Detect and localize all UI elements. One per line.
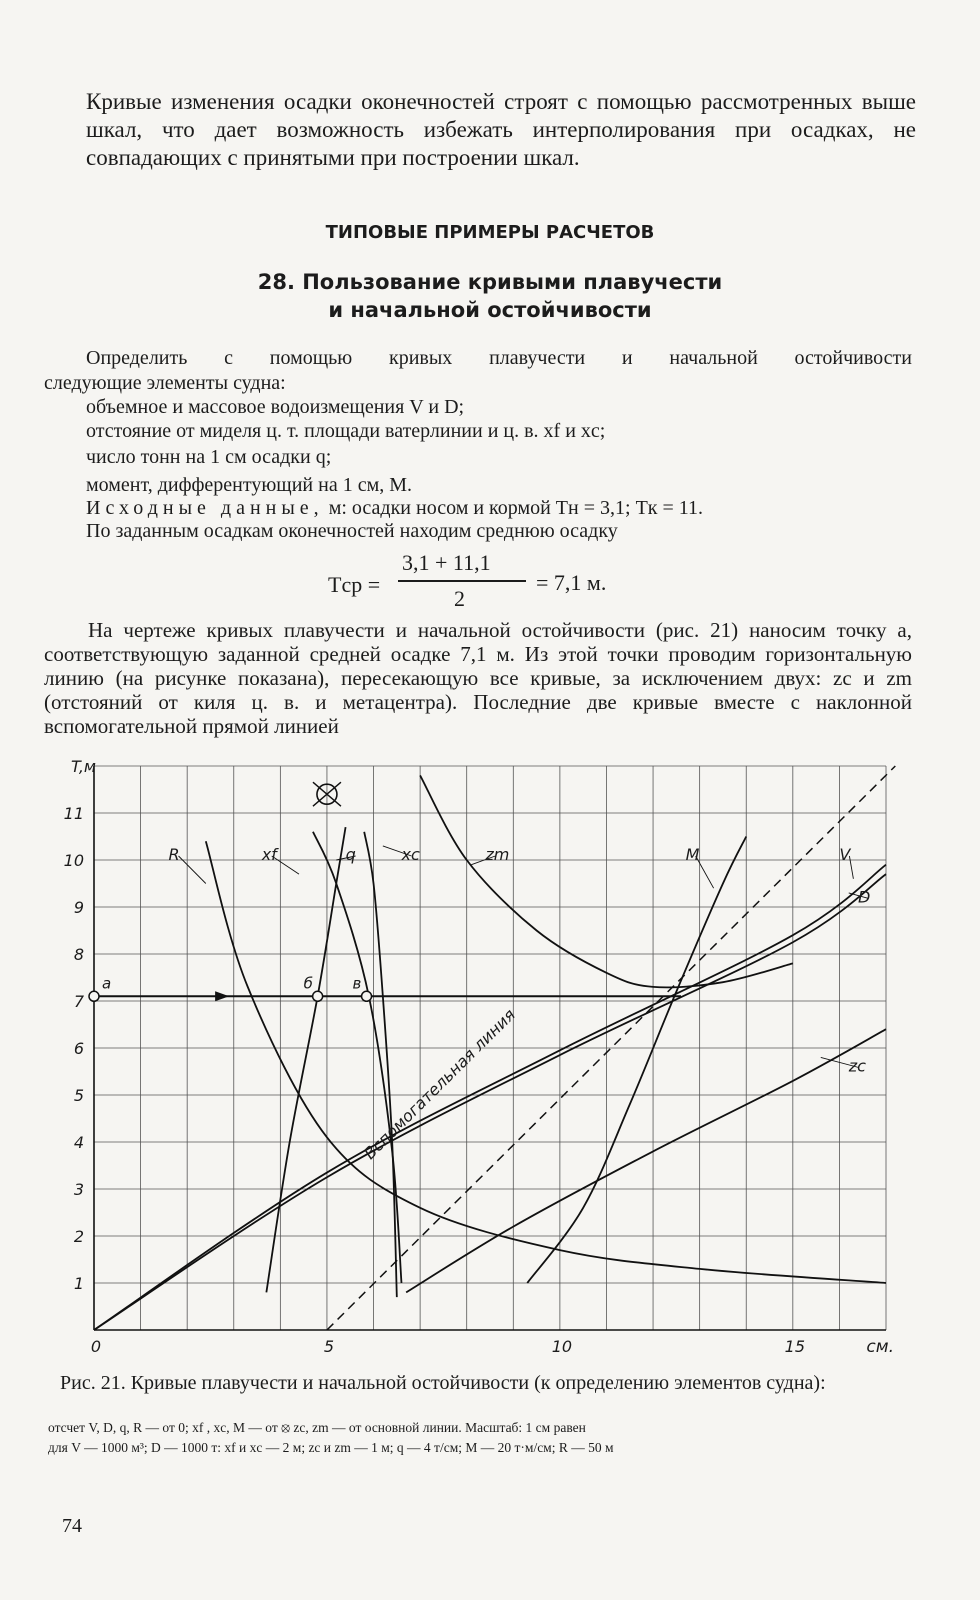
curve-d xyxy=(94,874,886,1330)
formula-lhs: Tср = xyxy=(328,572,381,597)
section-heading: ТИПОВЫЕ ПРИМЕРЫ РАСЧЕТОВ xyxy=(325,222,655,243)
y-tick-label: 5 xyxy=(73,1086,84,1105)
curve-label-v: V xyxy=(839,845,851,864)
task-line-1: Определить с помощью кривых плавучести и начальной остойчивости xyxy=(86,347,912,369)
point-label-a: a xyxy=(102,974,112,993)
formula-rhs: = 7,1 м. xyxy=(536,570,607,595)
intro-paragraph: Кривые изменения осадки оконечностей строят с помощью рассмотренных выше шкал, что дает возможность избежать интерполирования при осадках, не совпадающих с принятыми при построении шкал. xyxy=(86,89,916,170)
item-tons-per-cm: число тонн на 1 см осадки q; xyxy=(86,446,332,468)
y-tick-label: 9 xyxy=(73,898,84,917)
y-tick-label: 8 xyxy=(73,945,84,964)
x-axis-unit: см. xyxy=(866,1337,894,1357)
x-tick-label: 15 xyxy=(784,1337,806,1356)
subsection-title-line-1: 28. Пользование кривыми плавучести xyxy=(257,270,723,294)
curve-label-r: R xyxy=(168,845,180,864)
curve-zc xyxy=(406,1029,886,1292)
figure-note-1: отсчет V, D, q, R — от 0; xf , xc, M — от ⦻ zc, zm — от основной линии. Масштаб: 1 см равен xyxy=(48,1420,586,1435)
figure-note-2: для V — 1000 м³; D — 1000 т: xf и xc — 2 м; zc и zm — 1 м; q — 4 т/см; M — 20 т·м/см; R — 50 м xyxy=(48,1440,614,1455)
initial-data-line xyxy=(86,496,703,520)
point-b xyxy=(313,991,323,1001)
formula-numerator: 3,1 + 11,1 xyxy=(402,550,491,575)
mean-draft-text: По заданным осадкам оконечностей находим среднюю осадку xyxy=(86,520,618,542)
curve-label-xf: xf xyxy=(261,845,277,864)
point-label-v: в xyxy=(352,974,362,993)
curve-label-d: D xyxy=(858,887,871,907)
x-tick-label: 10 xyxy=(551,1337,573,1356)
initial-data-text: м: осадки носом и кормой Tн = 3,1; Tк = 11. xyxy=(328,497,704,519)
curve-label-q: q xyxy=(345,845,356,864)
point-v xyxy=(362,991,372,1001)
subsection-title-line-2: и начальной остойчивости xyxy=(328,298,652,322)
curve-label-zm: zm xyxy=(485,845,510,864)
formula-fraction-bar xyxy=(398,580,526,582)
figure-caption xyxy=(60,1372,826,1395)
y-tick-label: 10 xyxy=(63,851,84,870)
point-a xyxy=(89,991,99,1001)
point-label-b: б xyxy=(303,974,313,993)
curve-v xyxy=(94,865,886,1330)
y-axis-label: T,м xyxy=(70,757,96,776)
curve-label-zc: zc xyxy=(848,1056,866,1076)
buoyancy-stability-chart xyxy=(40,752,940,1364)
item-trim-moment: момент, дифферентующий на 1 см, M. xyxy=(86,474,413,496)
x-tick-label: 5 xyxy=(323,1337,335,1356)
curve-xf xyxy=(266,827,345,1292)
y-tick-label: 6 xyxy=(73,1039,84,1058)
draft-arrow-icon xyxy=(215,991,229,1001)
body-paragraph: На чертеже кривых плавучести и начальной остойчивости (рис. 21) наносим точку a, соответствующую заданной средней осадке 7,1 м. Из этой точки проводим горизонтальную линию (на рисунке показана), пересекающую все кривые, за исключением двух: zc и zm (отстояний от киля ц. в. и метацентра). Последние две кривые вместе с наклонной вспомогательной прямой линией xyxy=(44,618,912,738)
y-tick-label: 2 xyxy=(73,1227,84,1246)
initial-data-label: Исходные данные, xyxy=(86,497,324,519)
y-tick-label: 3 xyxy=(73,1180,84,1199)
item-centroid-distance: отстояние от миделя ц. т. площади ватерлинии и ц. в. xf и xc; xyxy=(86,420,606,442)
y-tick-label: 7 xyxy=(73,992,84,1011)
task-line-2: следующие элементы судна: xyxy=(44,372,286,394)
page-number: 74 xyxy=(62,1515,82,1537)
curve-q xyxy=(313,832,402,1283)
auxiliary-line-label: Вспомогательная линия xyxy=(360,1005,519,1163)
figure-caption-line-1: Рис. 21. Кривые плавучести и начальной остойчивости (к определению элементов судна): xyxy=(60,1372,826,1394)
formula-denominator: 2 xyxy=(454,586,465,611)
y-tick-label: 4 xyxy=(73,1133,84,1152)
y-tick-label: 1 xyxy=(73,1274,84,1293)
x-tick-label: 0 xyxy=(90,1337,102,1356)
item-volume-displacement: объемное и массовое водоизмещения V и D; xyxy=(86,396,465,418)
curve-label-xc: xc xyxy=(401,845,420,864)
curve-label-m: M xyxy=(685,845,700,864)
y-tick-label: 11 xyxy=(63,804,84,823)
